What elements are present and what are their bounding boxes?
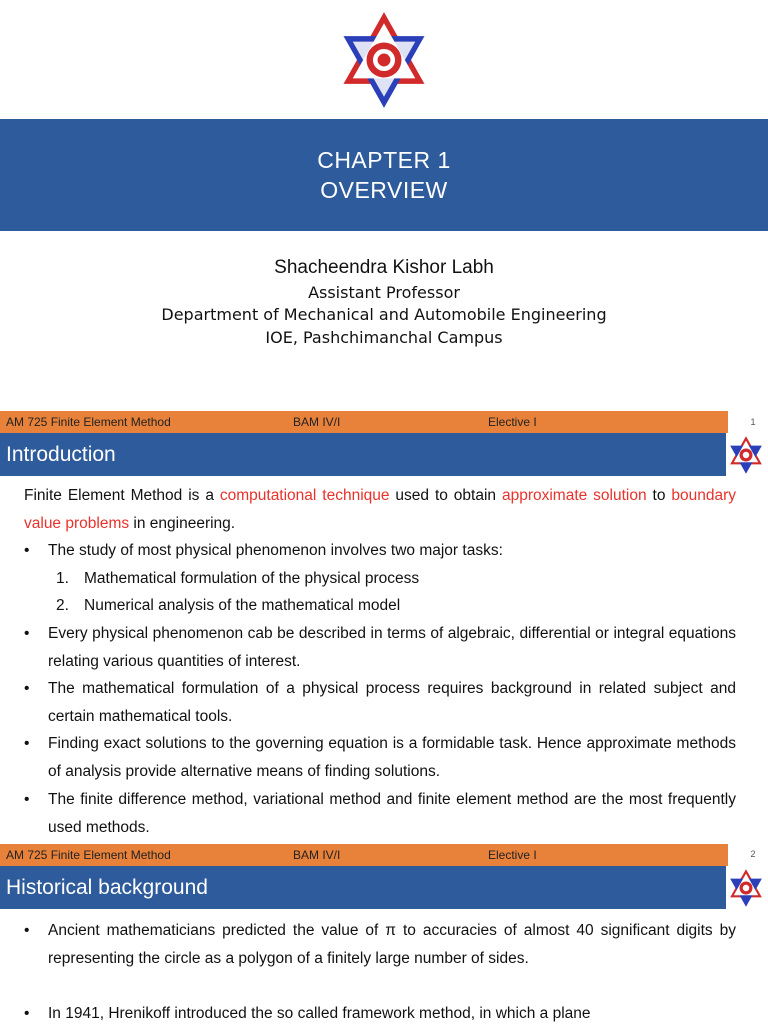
intro-text: used to obtain [389, 487, 502, 504]
numbered-item [56, 592, 736, 620]
bullet-icon: • [24, 791, 30, 808]
title-band [0, 119, 768, 231]
bullet-icon: • [24, 680, 30, 697]
slide1-course-strip [0, 411, 728, 433]
bullet-icon: • [24, 625, 30, 642]
list-item [24, 917, 736, 972]
heading-text: Introduction [6, 443, 116, 466]
course-name: AM 725 Finite Element Method [6, 415, 171, 429]
list-item [24, 537, 736, 565]
bullet-icon: • [24, 735, 30, 752]
chapter-title: CHAPTER 1 [317, 147, 451, 173]
highlight-boundary-value-problems: boundary value problems [24, 487, 736, 532]
course-name: AM 725 Finite Element Method [6, 848, 171, 862]
program-label: BAM IV/I [293, 415, 341, 429]
intro-text: Finite Element Method is a [24, 487, 220, 504]
author-campus: IOE, Pashchimanchal Campus [265, 328, 503, 347]
page-number: 2 [750, 849, 756, 859]
heading-text: Historical background [6, 876, 208, 899]
item-text: Mathematical formulation of the physical process [84, 570, 420, 587]
elective-label: Elective I [488, 848, 537, 862]
slide2-course-strip [0, 844, 728, 866]
author-role: Assistant Professor [308, 283, 460, 302]
list-item [24, 1000, 736, 1028]
item-number: 1. [56, 570, 69, 587]
program-label: BAM IV/I [293, 848, 341, 862]
numbered-item [56, 565, 736, 593]
author-name: Shacheendra Kishor Labh [274, 257, 494, 278]
bullet-text: In 1941, Hrenikoff introduced the so called framework method, in which a plane [48, 1005, 591, 1022]
list-item [24, 620, 736, 675]
intro-text: to [646, 487, 672, 504]
bullet-text: The mathematical formulation of a physical process requires background in related subject and certain mathematical tools. [48, 680, 736, 725]
intro-paragraph [24, 482, 736, 537]
list-item [24, 786, 736, 841]
slide2-heading [0, 866, 726, 909]
author-department: Department of Mechanical and Automobile Engineering [161, 305, 607, 324]
intro-text: in engineering. [129, 514, 236, 532]
institute-star-logo-icon [728, 435, 764, 475]
item-number: 2. [56, 597, 69, 614]
chapter-subtitle: OVERVIEW [320, 177, 448, 203]
list-item [24, 730, 736, 785]
institute-star-logo-icon [338, 10, 430, 110]
elective-label: Elective I [488, 415, 537, 429]
list-item [24, 675, 736, 730]
bullet-icon: • [24, 542, 30, 559]
bullet-text: Ancient mathematicians predicted the value of π to accuracies of almost 40 significant digits by representing the circle as a polygon of a finitely large number of sides. [48, 922, 736, 967]
bullet-icon: • [24, 1005, 30, 1022]
item-text: Numerical analysis of the mathematical model [84, 597, 401, 614]
bullet-text: Finding exact solutions to the governing equation is a formidable task. Hence approximate methods of analysis provide alternative means of finding solutions. [48, 735, 736, 780]
slide1-heading [0, 433, 726, 476]
bullet-text: The study of most physical phenomenon involves two major tasks: [48, 542, 503, 559]
bullet-text: Every physical phenomenon cab be described in terms of algebraic, differential or integral equations relating various quantities of interest. [48, 625, 736, 670]
bullet-icon: • [24, 922, 30, 939]
institute-star-logo-icon [728, 868, 764, 908]
bullet-text: The finite difference method, variational method and finite element method are the most frequently used methods. [48, 791, 736, 836]
page-number: 1 [750, 417, 756, 427]
highlight-approximate-solution: approximate solution [501, 487, 647, 504]
highlight-computational-technique: computational technique [219, 487, 390, 504]
